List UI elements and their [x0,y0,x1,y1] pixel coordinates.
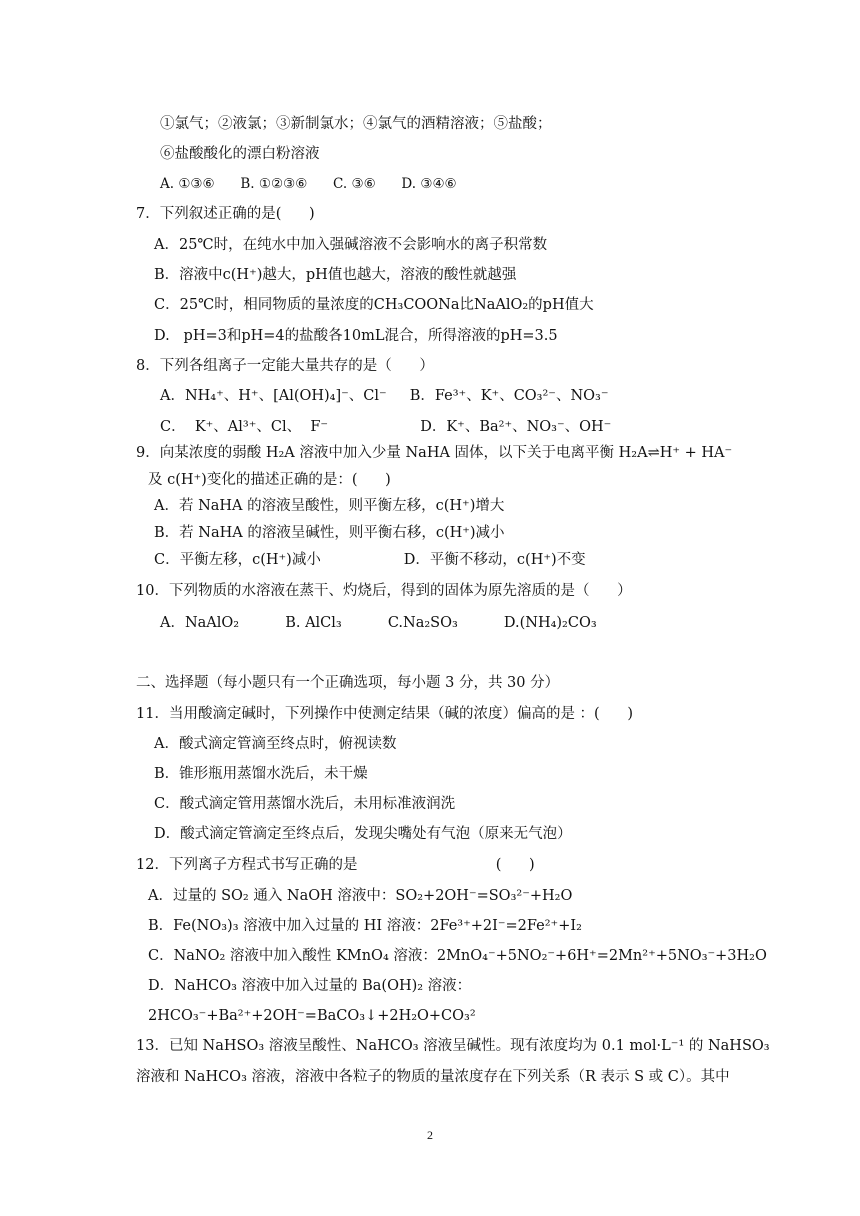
q9-stem-1: 9．向某浓度的弱酸 H₂A 溶液中加入少量 NaHA 固体，以下关于电离平衡 H₂A⇌H⁺ + HA⁻ [136,445,733,461]
q6-answer-choices: A. ①③⑥ B. ①②③⑥ C. ③⑥ D. ③④⑥ [160,176,457,192]
q8-stem: 8．下列各组离子一定能大量共存的是（ ） [136,358,434,374]
q7-option-c: C．25℃时，相同物质的量浓度的CH₃COONa比NaAlO₂的pH值大 [154,297,594,313]
q8-options-cd: C． K⁺、Al³⁺、Cl、 F⁻ D．K⁺、Ba²⁺、NO₃⁻、OH⁻ [160,419,612,435]
q10-stem: 10．下列物质的水溶液在蒸干、灼烧后，得到的固体为原先溶质的是（ ） [136,583,632,599]
q7-option-b: B．溶液中c(H⁺)越大，pH值也越大，溶液的酸性就越强 [154,267,517,283]
q12-option-b: B．Fe(NO₃)₃ 溶液中加入过量的 HI 溶液：2Fe³⁺+2I⁻=2Fe²⁺+I₂ [148,918,582,934]
q6-option-list-2: ⑥盐酸酸化的漂白粉溶液 [160,146,320,162]
q12-option-a: A．过量的 SO₂ 通入 NaOH 溶液中：SO₂+2OH⁻=SO₃²⁻+H₂O [148,888,573,904]
q8-options-ab: A．NH₄⁺、H⁺、[Al(OH)₄]⁻、Cl⁻ B．Fe³⁺、K⁺、CO₃²⁻、NO₃⁻ [160,388,609,404]
q11-option-a: A．酸式滴定管滴至终点时，俯视读数 [154,736,397,752]
q9-options-cd: C．平衡左移，c(H⁺)减小 D．平衡不移动，c(H⁺)不变 [154,552,586,568]
q11-stem: 11．当用酸滴定碱时，下列操作中使测定结果（碱的浓度）偏高的是 ：( ) [136,706,634,722]
q9-stem-2: 及 c(H⁺)变化的描述正确的是：( ) [148,472,391,488]
q13-stem-2: 溶液和 NaHCO₃ 溶液，溶液中各粒子的物质的量浓度存在下列关系（R 表示 S 或 C）。其中 [136,1069,730,1085]
q12-option-c: C．NaNO₂ 溶液中加入酸性 KMnO₄ 溶液：2MnO₄⁻+5NO₂⁻+6H⁺=2Mn²⁺+5NO₃⁻+3H₂O [148,948,767,964]
q10-options: A．NaAlO₂ B. AlCl₃ C.Na₂SO₃ D.(NH₄)₂CO₃ [160,615,597,631]
q12-stem: 12．下列离子方程式书写正确的是 ( ) [136,857,535,873]
q11-option-b: B．锥形瓶用蒸馏水洗后，未干燥 [154,766,368,782]
q12-option-d: D．NaHCO₃ 溶液中加入过量的 Ba(OH)₂ 溶液： [148,978,472,994]
q7-stem: 7．下列叙述正确的是( ) [136,206,315,222]
section-two-heading: 二、选择题（每小题只有一个正确选项，每小题 3 分，共 30 分） [136,675,560,691]
q11-option-c: C．酸式滴定管用蒸馏水洗后，未用标准液润洗 [154,796,456,812]
q11-option-d: D．酸式滴定管滴定至终点后，发现尖嘴处有气泡（原来无气泡） [154,826,572,842]
q9-option-b: B．若 NaHA 的溶液呈碱性，则平衡右移，c(H⁺)减小 [154,525,505,541]
q12-option-d-equation: 2HCO₃⁻+Ba²⁺+2OH⁻=BaCO₃↓+2H₂O+CO₃² [148,1008,476,1024]
q13-stem-1: 13．已知 NaHSO₃ 溶液呈酸性、NaHCO₃ 溶液呈碱性。现有浓度均为 0.1 mol·L⁻¹ 的 NaHSO₃ [136,1038,770,1054]
q7-option-a: A．25℃时，在纯水中加入强碱溶液不会影响水的离子积常数 [154,237,548,253]
q7-option-d: D. pH=3和pH=4的盐酸各10mL混合，所得溶液的pH=3.5 [154,328,558,344]
q9-option-a: A．若 NaHA 的溶液呈酸性，则平衡左移，c(H⁺)增大 [154,498,505,514]
q6-option-list-1: ①氯气；②液氯；③新制氯水；④氯气的酒精溶液；⑤盐酸； [160,116,552,132]
page-number: 2 [427,1128,433,1142]
